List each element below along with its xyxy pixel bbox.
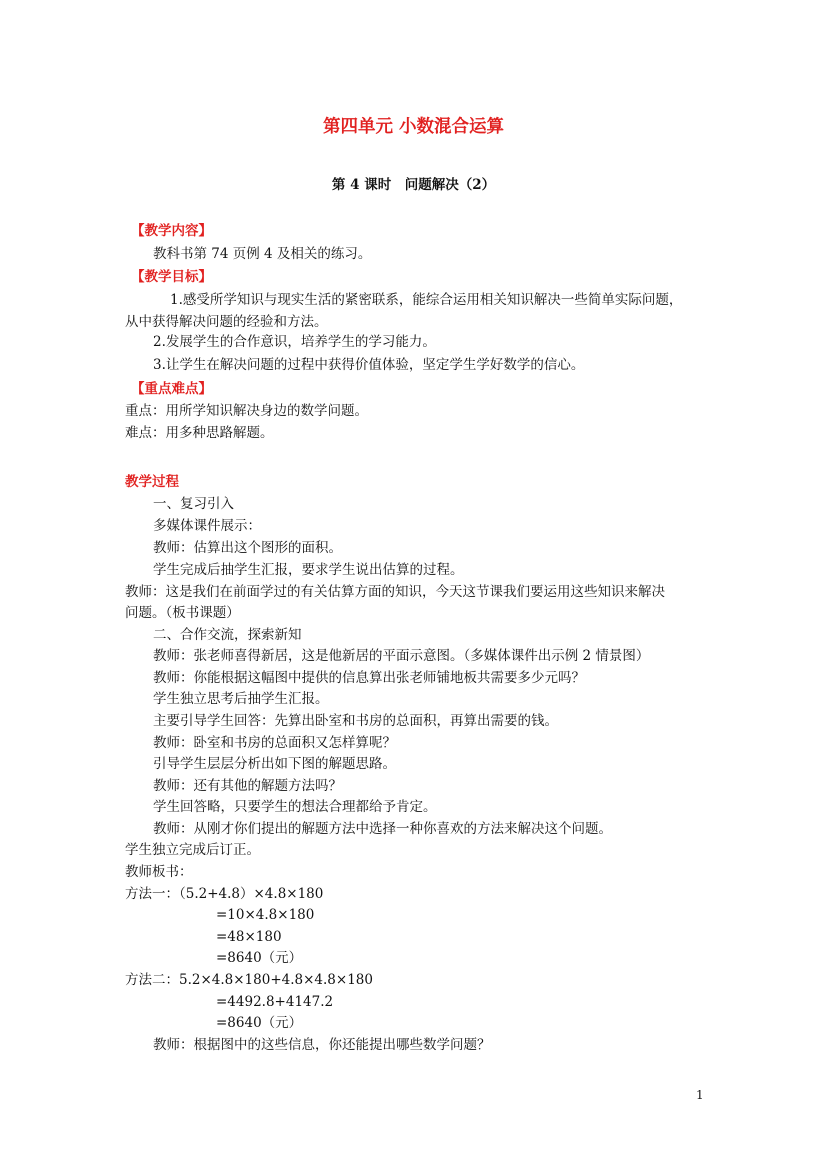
- content-text: 教科书第 74 页例 4 及相关的练习。: [153, 246, 372, 262]
- process-line: 问题。（板书课题）: [125, 605, 240, 621]
- key-point: 重点：用所学知识解决身边的数学问题。: [125, 403, 368, 419]
- goal-3: 3.让学生在解决问题的过程中获得价值体验，坚定学生学好数学的信心。: [153, 357, 585, 373]
- method-1-line: =10×4.8×180: [216, 907, 315, 923]
- content-heading: 【教学内容】: [131, 223, 212, 239]
- process-line: 主要引导学生回答：先算出卧室和书房的总面积，再算出需要的钱。: [153, 713, 558, 729]
- goal-1-line-1: 1.感受所学知识与现实生活的紧密联系，能综合运用相关知识解决一些简单实际问题，: [170, 292, 683, 308]
- method-2-line: =4492.8+4147.2: [216, 994, 334, 1010]
- process-line: 教师：卧室和书房的总面积又怎样算呢？: [153, 735, 396, 751]
- page-number: 1: [696, 1088, 704, 1102]
- method-1-line: =8640（元）: [216, 950, 303, 966]
- difficult-point: 难点：用多种思路解题。: [125, 425, 274, 441]
- process-line: 教师：这是我们在前面学过的有关估算方面的知识，今天这节课我们要运用这些知识来解决: [125, 584, 665, 600]
- key-difficult-heading: 【重点难点】: [131, 381, 212, 397]
- process-line: 教师板书：: [125, 864, 193, 880]
- process-line: 教师：还有其他的解题方法吗？: [153, 778, 342, 794]
- process-line: 一、复习引入: [153, 496, 234, 512]
- method-1-line: =48×180: [216, 929, 282, 945]
- page-title: 第四单元 小数混合运算: [322, 117, 505, 137]
- process-line: 多媒体课件展示：: [153, 518, 261, 534]
- process-line: 学生完成后抽学生汇报，要求学生说出估算的过程。: [153, 562, 464, 578]
- method-1-line: 方法一：（5.2+4.8）×4.8×180: [125, 886, 324, 902]
- method-2-line: =8640（元）: [216, 1015, 303, 1031]
- process-line: 教师：张老师喜得新居，这是他新居的平面示意图。（多媒体课件出示例 2 情景图）: [153, 648, 650, 664]
- process-line: 教师：从刚才你们提出的解题方法中选择一种你喜欢的方法来解决这个问题。: [153, 821, 612, 837]
- lesson-subtitle: 第 4 课时 问题解决（2）: [331, 177, 496, 193]
- process-line: 教师：你能根据这幅图中提供的信息算出张老师铺地板共需要多少元吗？: [153, 670, 585, 686]
- process-line: 学生独立思考后抽学生汇报。: [153, 691, 329, 707]
- method-2-line: 方法二：5.2×4.8×180+4.8×4.8×180: [125, 972, 373, 988]
- process-line: 引导学生层层分析出如下图的解题思路。: [153, 756, 396, 772]
- goals-heading: 【教学目标】: [131, 269, 212, 285]
- goal-2: 2.发展学生的合作意识，培养学生的学习能力。: [153, 334, 436, 350]
- process-line: 二、合作交流，探索新知: [153, 627, 302, 643]
- process-line: 学生独立完成后订正。: [125, 842, 260, 858]
- goal-1-line-2: 从中获得解决问题的经验和方法。: [125, 314, 328, 330]
- process-line: 学生回答略，只要学生的想法合理都给予肯定。: [153, 799, 437, 815]
- process-line: 教师：估算出这个图形的面积。: [153, 540, 342, 556]
- process-line: 教师：根据图中的这些信息，你还能提出哪些数学问题？: [153, 1037, 491, 1053]
- process-heading: 教学过程: [125, 474, 179, 490]
